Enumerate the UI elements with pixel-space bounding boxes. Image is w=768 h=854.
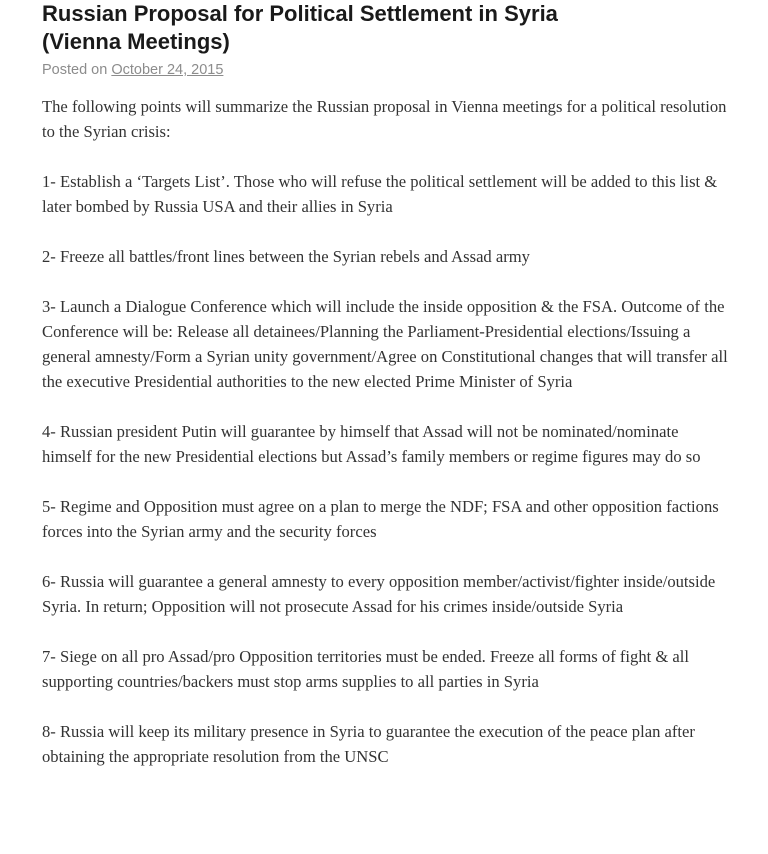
point-3: 3- Launch a Dialogue Conference which will include the inside opposition & the FSA. Outcome of the Conference will be: Release all detainees/Planning the Parliament-Presidential elections/Issuing a general amnesty/Form a Syrian unity government/Agree on Constitutional changes that will transfer all the executive Presidential authorities to the new elected Prime Minister of Syria — [42, 297, 728, 391]
point-1: 1- Establish a ‘Targets List’. Those who will refuse the political settlement will be added to this list & later bombed by Russia USA and their allies in Syria — [42, 172, 718, 216]
intro-paragraph: The following points will summarize the Russian proposal in Vienna meetings for a political resolution to the Syrian crisis: — [42, 97, 727, 141]
post-title-line-1: Russian Proposal for Political Settlement in Syria — [42, 1, 558, 26]
post-title — [42, 0, 728, 56]
posted-on-label: Posted on — [42, 62, 108, 78]
point-8: 8- Russia will keep its military presence in Syria to guarantee the execution of the peace plan after obtaining the appropriate resolution from the UNSC — [42, 722, 695, 766]
post-title-line-2: (Vienna Meetings) — [42, 29, 230, 54]
point-5: 5- Regime and Opposition must agree on a plan to merge the NDF; FSA and other opposition factions forces into the Syrian army and the security forces — [42, 497, 719, 541]
point-7: 7- Siege on all pro Assad/pro Opposition territories must be ended. Freeze all forms of fight & all supporting countries/backers must stop arms supplies to all parties in Syria — [42, 647, 690, 691]
post-meta — [42, 60, 728, 80]
point-4: 4- Russian president Putin will guarantee by himself that Assad will not be nominated/nominate himself for the new Presidential elections but Assad’s family members or regime figures may do so — [42, 422, 701, 466]
point-6: 6- Russia will guarantee a general amnesty to every opposition member/activist/fighter inside/outside Syria. In return; Opposition will not prosecute Assad for his crimes inside/outside Syria — [42, 572, 716, 616]
post-date-link[interactable]: October 24, 2015 — [111, 62, 224, 78]
post-content — [42, 94, 728, 769]
point-2: 2- Freeze all battles/front lines between the Syrian rebels and Assad army — [42, 247, 530, 266]
